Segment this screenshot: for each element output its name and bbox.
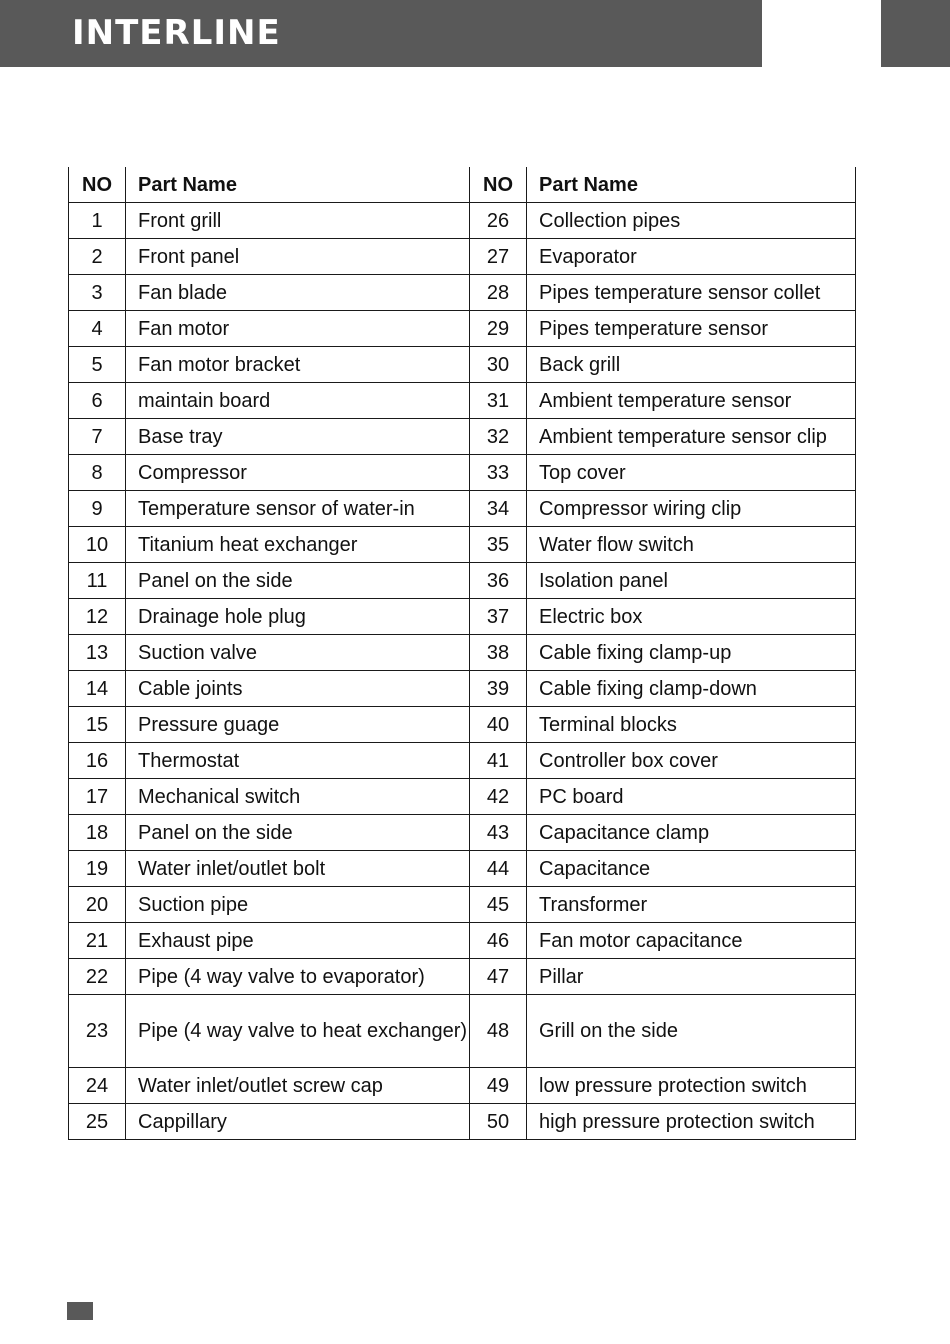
column-header-no-right: NO [470,167,527,203]
part-name-right: Fan motor capacitance [527,923,856,959]
part-name-right: Isolation panel [527,563,856,599]
part-number-right: 48 [470,995,527,1068]
part-name-left: Mechanical switch [126,779,470,815]
table-row [69,851,856,887]
part-name-right: Transformer [527,887,856,923]
part-name-left: Front grill [126,203,470,239]
part-name-right: Terminal blocks [527,707,856,743]
part-number-right: 40 [470,707,527,743]
part-number-left: 21 [69,923,126,959]
table-row [69,959,856,995]
part-name-left: Cappillary [126,1104,470,1140]
part-number-left: 17 [69,779,126,815]
part-number-right: 38 [470,635,527,671]
part-number-left: 24 [69,1068,126,1104]
part-number-right: 46 [470,923,527,959]
table-row [69,671,856,707]
part-number-right: 37 [470,599,527,635]
table-row [69,563,856,599]
table-row [69,203,856,239]
part-number-right: 29 [470,311,527,347]
part-number-right: 32 [470,419,527,455]
part-name-left: maintain board [126,383,470,419]
parts-table [68,167,856,1140]
column-header-part-name-right: Part Name [527,167,856,203]
part-number-right: 36 [470,563,527,599]
part-name-right: Capacitance [527,851,856,887]
part-number-right: 44 [470,851,527,887]
part-number-left: 15 [69,707,126,743]
part-name-right: Grill on the side [527,995,856,1068]
part-number-left: 7 [69,419,126,455]
part-name-left: Suction valve [126,635,470,671]
part-number-right: 39 [470,671,527,707]
part-name-right: Collection pipes [527,203,856,239]
part-number-left: 9 [69,491,126,527]
table-row [69,527,856,563]
part-number-right: 34 [470,491,527,527]
table-row [69,383,856,419]
part-number-left: 25 [69,1104,126,1140]
part-name-left: Exhaust pipe [126,923,470,959]
header-bar [0,0,762,67]
part-name-left: Suction pipe [126,887,470,923]
part-name-left: Cable joints [126,671,470,707]
part-name-left: Pressure guage [126,707,470,743]
part-name-left: Front panel [126,239,470,275]
part-number-right: 33 [470,455,527,491]
part-name-right: Electric box [527,599,856,635]
table-row [69,455,856,491]
part-number-left: 10 [69,527,126,563]
part-name-left: Fan motor bracket [126,347,470,383]
part-number-left: 2 [69,239,126,275]
table-row [69,923,856,959]
part-number-left: 6 [69,383,126,419]
part-number-right: 45 [470,887,527,923]
part-number-right: 26 [470,203,527,239]
table-row [69,311,856,347]
part-number-left: 19 [69,851,126,887]
column-header-no-left: NO [69,167,126,203]
part-number-left: 1 [69,203,126,239]
part-name-left: Titanium heat exchanger [126,527,470,563]
part-name-right: Controller box cover [527,743,856,779]
part-name-right: Back grill [527,347,856,383]
part-name-left: Panel on the side [126,563,470,599]
table-row [69,1104,856,1140]
part-number-left: 5 [69,347,126,383]
part-number-right: 42 [470,779,527,815]
part-number-right: 31 [470,383,527,419]
table-row [69,347,856,383]
part-name-right: Pillar [527,959,856,995]
part-name-right: high pressure protection switch [527,1104,856,1140]
part-name-left: Drainage hole plug [126,599,470,635]
part-number-right: 43 [470,815,527,851]
part-name-right: Top cover [527,455,856,491]
part-number-left: 20 [69,887,126,923]
header-corner-block [881,0,950,67]
table-row [69,419,856,455]
part-name-left: Temperature sensor of water-in [126,491,470,527]
part-number-left: 3 [69,275,126,311]
page-marker [67,1302,93,1320]
part-name-left: Compressor [126,455,470,491]
part-name-left: Fan motor [126,311,470,347]
part-name-right: Evaporator [527,239,856,275]
part-number-left: 13 [69,635,126,671]
part-number-right: 30 [470,347,527,383]
part-name-left: Panel on the side [126,815,470,851]
part-name-left: Thermostat [126,743,470,779]
part-name-right: Capacitance clamp [527,815,856,851]
part-name-right: low pressure protection switch [527,1068,856,1104]
part-number-right: 27 [470,239,527,275]
table-row [69,887,856,923]
table-header-row [69,167,856,203]
part-name-right: PC board [527,779,856,815]
table-row [69,239,856,275]
part-name-right: Cable fixing clamp-down [527,671,856,707]
table-row [69,491,856,527]
part-number-right: 50 [470,1104,527,1140]
table-row [69,743,856,779]
table-row [69,995,856,1068]
table-row [69,599,856,635]
part-number-left: 8 [69,455,126,491]
part-name-left: Pipe (4 way valve to evaporator) [126,959,470,995]
part-name-left: Water inlet/outlet screw cap [126,1068,470,1104]
part-number-right: 35 [470,527,527,563]
part-name-right: Pipes temperature sensor collet [527,275,856,311]
part-name-right: Ambient temperature sensor clip [527,419,856,455]
part-name-left: Water inlet/outlet bolt [126,851,470,887]
brand-logo: INTERLINE [72,13,281,53]
part-number-left: 18 [69,815,126,851]
part-number-left: 11 [69,563,126,599]
part-number-left: 4 [69,311,126,347]
part-name-left: Fan blade [126,275,470,311]
part-name-left: Pipe (4 way valve to heat exchanger) [126,995,470,1068]
table-row [69,779,856,815]
part-name-right: Compressor wiring clip [527,491,856,527]
part-name-right: Ambient temperature sensor [527,383,856,419]
part-name-right: Cable fixing clamp-up [527,635,856,671]
part-number-left: 22 [69,959,126,995]
table-row [69,815,856,851]
parts-table-body [69,203,856,1140]
part-number-left: 23 [69,995,126,1068]
part-number-left: 14 [69,671,126,707]
part-number-right: 28 [470,275,527,311]
part-number-right: 41 [470,743,527,779]
part-number-left: 16 [69,743,126,779]
table-row [69,1068,856,1104]
table-row [69,635,856,671]
column-header-part-name-left: Part Name [126,167,470,203]
table-row [69,275,856,311]
part-number-right: 47 [470,959,527,995]
part-number-right: 49 [470,1068,527,1104]
table-row [69,707,856,743]
part-name-right: Water flow switch [527,527,856,563]
part-name-left: Base tray [126,419,470,455]
part-name-right: Pipes temperature sensor [527,311,856,347]
part-number-left: 12 [69,599,126,635]
